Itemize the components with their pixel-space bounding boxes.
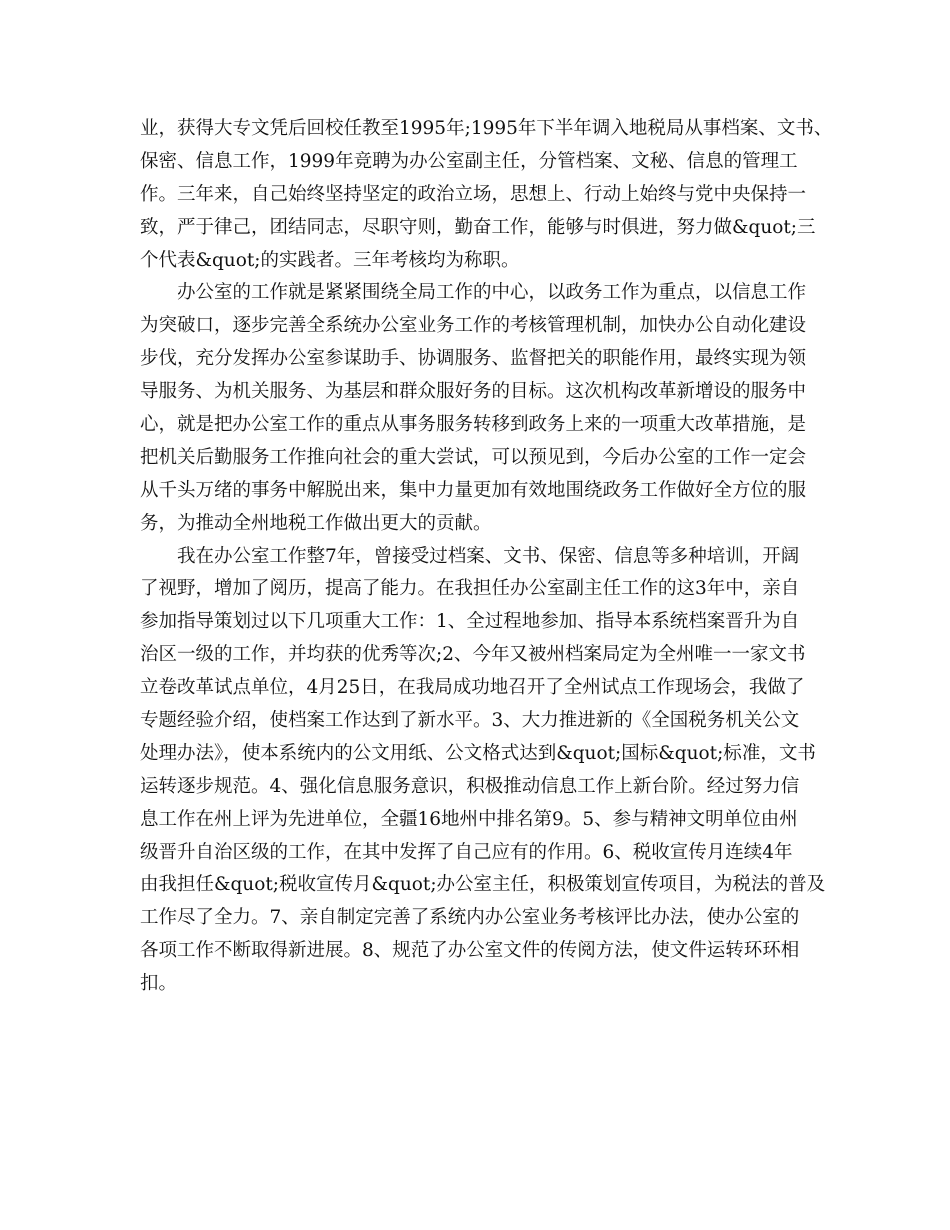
text-line: 导服务、为机关服务、为基层和群众服好务的目标。这次机构改革新增设的服务中 [140,381,807,403]
text-line: 业，获得大专文凭后回校任教至1995年;1995年下半年调入地税局从事档案、文书、 [140,118,833,139]
text-line: 了视野，增加了阅历，提高了能力。在我担任办公室副主任工作的这3年中，亲自 [140,578,800,600]
text-line: 治区一级的工作，并均获的优秀等次;2、今年又被州档案局定为全州唯一一家文书 [140,644,806,666]
text-line: 保密、信息工作，1999年竞聘为办公室副主任，分管档案、文秘、信息的管理工 [140,150,798,172]
text-line: 由我担任&quot;税收宣传月&quot;办公室主任，积极策划宣传项目，为税法的普及 [140,874,826,896]
text-line: 办公室的工作就是紧紧围绕全局工作的中心，以政务工作为重点，以信息工作 [140,282,807,304]
text-line: 把机关后勤服务工作推向社会的重大尝试，可以预见到，今后办公室的工作一定会 [140,446,807,468]
text-line: 心，就是把办公室工作的重点从事务服务转移到政务上来的一项重大改革措施，是 [140,414,807,436]
text-line: 级晋升自治区级的工作，在其中发挥了自己应有的作用。6、税收宣传月连续4年 [140,841,793,863]
text-line: 致，严于律己，团结同志，尽职守则，勤奋工作，能够与时俱进，努力做&quot;三 [140,216,816,238]
text-line: 工作尽了全力。7、亲自制定完善了系统内办公室业务考核评比办法，使办公室的 [140,907,800,929]
text-line: 参加指导策划过以下几项重大工作：1、全过程地参加、指导本系统档案晋升为自 [140,611,800,633]
text-line: 处理办法》，使本系统内的公文用纸、公文格式达到&quot;国标&quot;标准，文书 [140,742,816,764]
text-line: 扣。 [140,973,178,995]
text-line: 步伐，充分发挥办公室参谋助手、协调服务、监督把关的职能作用，最终实现为领 [140,348,807,370]
text-line: 为突破口，逐步完善全系统办公室业务工作的考核管理机制，加快办公自动化建设 [140,315,807,337]
text-line: 立卷改革试点单位，4月25日，在我局成功地召开了全州试点工作现场会，我做了 [140,677,805,699]
text-line: 运转逐步规范。4、强化信息服务意识，积极推动信息工作上新台阶。经过努力信 [140,775,800,797]
document-body [140,113,833,1001]
text-line: 个代表&quot;的实践者。三年考核均为称职。 [140,249,520,271]
text-line: 从千头万绪的事务中解脱出来，集中力量更加有效地围绕政务工作做好全方位的服 [140,479,807,501]
text-line: 专题经验介绍，使档案工作达到了新水平。3、大力推进新的《全国税务机关公文 [140,710,800,732]
text-line: 各项工作不断取得新进展。8、规范了办公室文件的传阅方法，使文件运转环环相 [140,940,800,962]
text-line: 作。三年来，自己始终坚持坚定的政治立场，思想上、行动上始终与党中央保持一 [140,183,807,205]
text-line: 息工作在州上评为先进单位，全疆16地州中排名第9。5、参与精神文明单位由州 [140,808,798,830]
text-line: 我在办公室工作整7年，曾接受过档案、文书、保密、信息等多种培训，开阔 [140,545,800,567]
text-line: 务，为推动全州地税工作做出更大的贡献。 [140,512,492,534]
